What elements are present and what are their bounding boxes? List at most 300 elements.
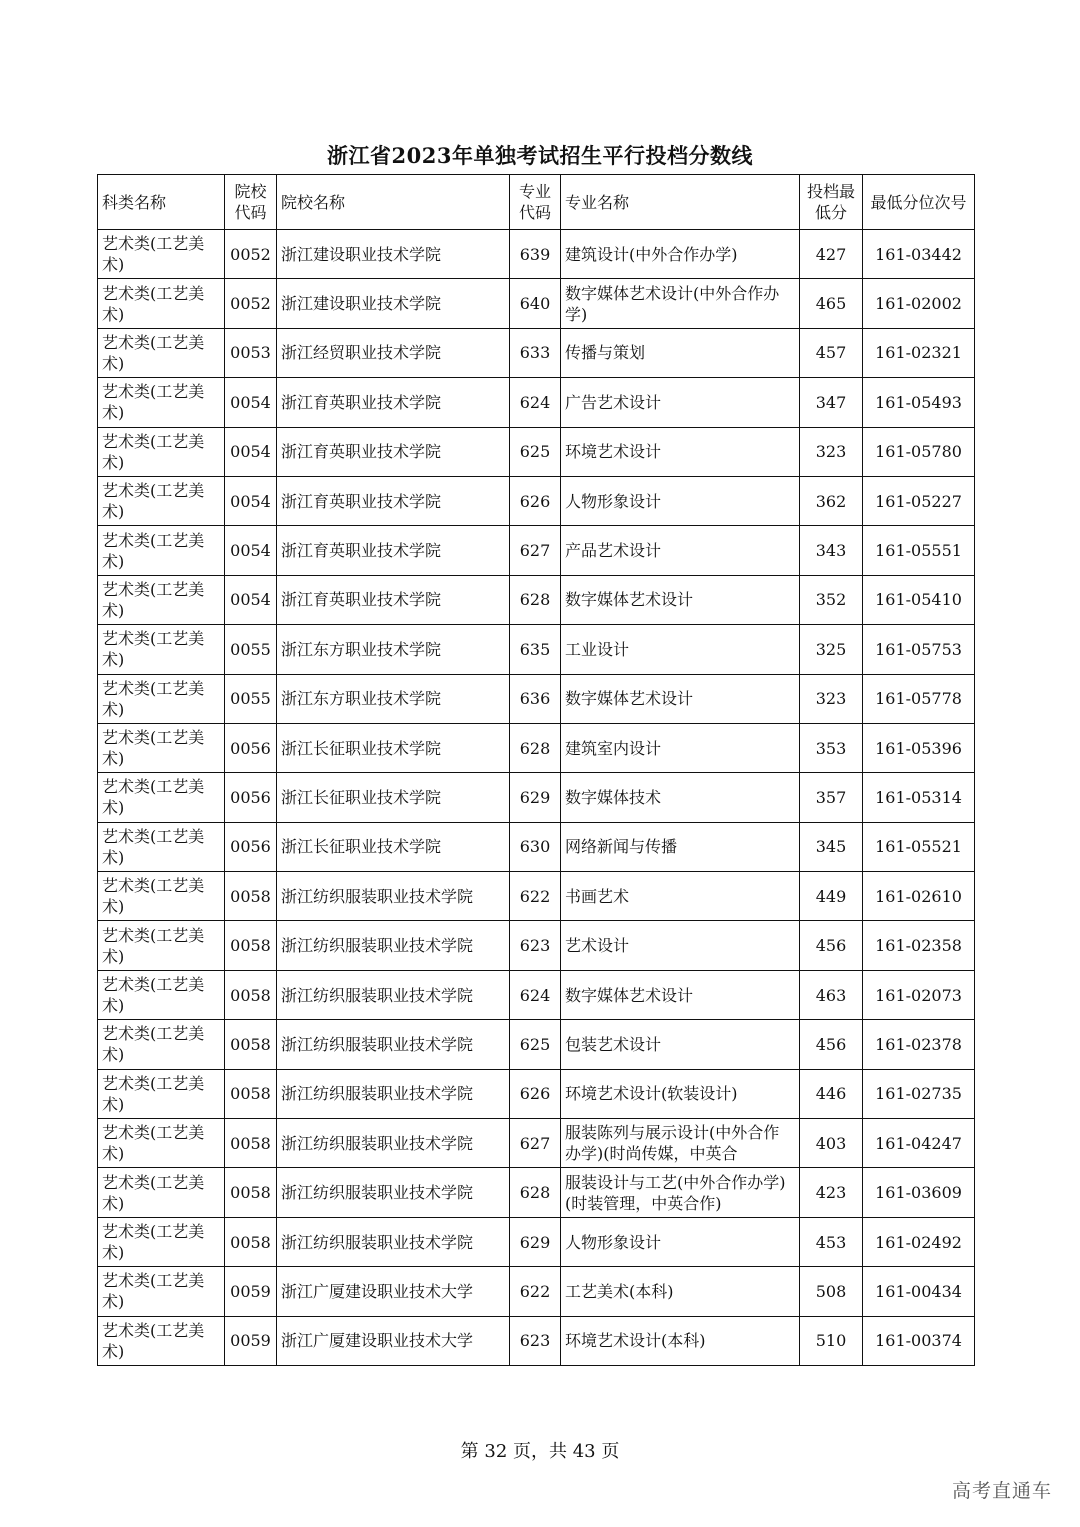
cell-min-rank-text: 161-02073 <box>875 985 962 1005</box>
cell-category <box>98 1119 225 1168</box>
cell-school-name-text: 浙江育英职业技术学院 <box>281 590 442 610</box>
cell-school-name-text: 浙江长征职业技术学院 <box>281 787 442 807</box>
cell-min-score-text: 456 <box>815 1034 847 1054</box>
cell-major-name <box>561 1119 800 1168</box>
cell-min-score-text: 357 <box>815 787 847 807</box>
cell-min-rank-text: 161-05396 <box>875 738 962 758</box>
cell-min-rank <box>863 1217 975 1266</box>
cell-school-name <box>277 1119 510 1168</box>
cell-min-rank-text: 161-05521 <box>875 837 962 857</box>
cell-major-code-text: 630 <box>519 837 551 857</box>
cell-min-rank-text: 161-05778 <box>875 689 962 709</box>
table-body <box>98 230 975 1366</box>
table-row <box>98 279 975 328</box>
cell-min-rank <box>863 230 975 279</box>
cell-major-code <box>510 1020 561 1069</box>
cell-school-code-text: 0056 <box>230 837 271 857</box>
cell-category-text: 艺术类(工艺美术) <box>102 1320 205 1361</box>
cell-min-score <box>800 921 863 970</box>
cell-min-rank-text: 161-04247 <box>875 1133 962 1153</box>
cell-major-code <box>510 773 561 822</box>
cell-min-score <box>800 625 863 674</box>
cell-min-rank <box>863 674 975 723</box>
cell-min-rank <box>863 1020 975 1069</box>
cell-major-name <box>561 1069 800 1118</box>
cell-major-code-text: 622 <box>519 886 551 906</box>
cell-school-name-text: 浙江东方职业技术学院 <box>281 639 442 659</box>
cell-major-code-text: 623 <box>519 1331 551 1351</box>
cell-major-name-text: 数字媒体艺术设计(中外合作办学) <box>565 283 780 324</box>
table-header-row <box>98 175 975 230</box>
table-row <box>98 230 975 279</box>
cell-major-name <box>561 674 800 723</box>
cell-school-code <box>225 279 277 328</box>
cell-major-name-text: 包装艺术设计 <box>565 1034 662 1054</box>
cell-min-rank <box>863 378 975 427</box>
cell-min-rank <box>863 526 975 575</box>
cell-major-name <box>561 970 800 1019</box>
cell-category-text: 艺术类(工艺美术) <box>102 332 205 373</box>
cell-major-code-text: 640 <box>519 294 551 314</box>
cell-min-score-text: 427 <box>815 244 847 264</box>
cell-min-score <box>800 872 863 921</box>
cell-category-text: 艺术类(工艺美术) <box>102 1123 205 1164</box>
cell-major-code-text: 625 <box>519 442 551 462</box>
cell-school-name-text: 浙江纺织服装职业技术学院 <box>281 886 474 906</box>
cell-school-name <box>277 378 510 427</box>
header-major-name: 专业名称 <box>561 175 800 230</box>
cell-min-score <box>800 1217 863 1266</box>
cell-school-code-text: 0054 <box>230 392 271 412</box>
cell-major-name <box>561 1020 800 1069</box>
table-row <box>98 872 975 921</box>
cell-min-score <box>800 970 863 1019</box>
cell-school-code-text: 0052 <box>230 244 271 264</box>
cell-major-name-text: 人物形象设计 <box>565 1232 662 1252</box>
cell-major-code <box>510 872 561 921</box>
cell-min-score <box>800 1168 863 1217</box>
cell-school-code-text: 0058 <box>230 1034 271 1054</box>
cell-school-name-text: 浙江纺织服装职业技术学院 <box>281 1084 474 1104</box>
cell-major-name-text: 数字媒体技术 <box>565 787 662 807</box>
cell-major-name <box>561 575 800 624</box>
cell-min-rank <box>863 822 975 871</box>
cell-school-name-text: 浙江经贸职业技术学院 <box>281 343 442 363</box>
cell-category <box>98 674 225 723</box>
cell-min-score-text: 508 <box>815 1281 847 1301</box>
cell-major-name-text: 广告艺术设计 <box>565 392 662 412</box>
cell-school-name <box>277 921 510 970</box>
cell-major-code-text: 627 <box>519 541 551 561</box>
cell-school-name-text: 浙江长征职业技术学院 <box>281 738 442 758</box>
cell-major-name <box>561 230 800 279</box>
cell-category-text: 艺术类(工艺美术) <box>102 431 205 472</box>
cell-major-code-text: 624 <box>519 392 551 412</box>
cell-category <box>98 427 225 476</box>
cell-min-rank <box>863 1119 975 1168</box>
table-row <box>98 773 975 822</box>
table-row <box>98 378 975 427</box>
cell-min-score <box>800 526 863 575</box>
cell-major-code-text: 628 <box>519 590 551 610</box>
cell-school-code <box>225 773 277 822</box>
cell-school-name <box>277 1020 510 1069</box>
cell-min-score-text: 423 <box>815 1183 847 1203</box>
cell-major-code <box>510 1267 561 1316</box>
cell-major-name-text: 人物形象设计 <box>565 491 662 511</box>
cell-min-score <box>800 328 863 377</box>
cell-school-code-text: 0054 <box>230 590 271 610</box>
cell-major-name <box>561 378 800 427</box>
cell-category <box>98 328 225 377</box>
cell-category-text: 艺术类(工艺美术) <box>102 382 205 423</box>
cell-min-score <box>800 1020 863 1069</box>
cell-school-code-text: 0058 <box>230 1183 271 1203</box>
cell-major-name-text: 环境艺术设计(软装设计) <box>565 1084 738 1104</box>
cell-min-score-text: 343 <box>815 541 847 561</box>
cell-school-code <box>225 872 277 921</box>
cell-school-code <box>225 822 277 871</box>
cell-school-code-text: 0055 <box>230 689 271 709</box>
cell-major-code-text: 629 <box>519 1232 551 1252</box>
cell-min-score-text: 456 <box>815 936 847 956</box>
cell-major-code-text: 628 <box>519 1183 551 1203</box>
cell-category-text: 艺术类(工艺美术) <box>102 777 205 818</box>
table-row <box>98 921 975 970</box>
cell-min-score-text: 345 <box>815 837 847 857</box>
cell-category-text: 艺术类(工艺美术) <box>102 234 205 275</box>
cell-major-name <box>561 921 800 970</box>
cell-min-score-text: 510 <box>815 1331 847 1351</box>
cell-school-code-text: 0058 <box>230 985 271 1005</box>
cell-min-rank <box>863 476 975 525</box>
cell-min-score-text: 325 <box>815 639 847 659</box>
cell-min-rank <box>863 625 975 674</box>
watermark: 高考直通车 <box>951 1480 1052 1502</box>
cell-min-rank-text: 161-02610 <box>875 886 962 906</box>
cell-school-code-text: 0052 <box>230 294 271 314</box>
cell-min-rank-text: 161-05227 <box>875 491 962 511</box>
cell-major-code <box>510 723 561 772</box>
cell-category <box>98 230 225 279</box>
cell-school-name-text: 浙江纺织服装职业技术学院 <box>281 936 474 956</box>
cell-school-code <box>225 378 277 427</box>
cell-school-name <box>277 230 510 279</box>
cell-category <box>98 723 225 772</box>
cell-min-rank-text: 161-02321 <box>875 343 962 363</box>
cell-min-rank-text: 161-02492 <box>875 1232 962 1252</box>
cell-category <box>98 1217 225 1266</box>
table-row <box>98 1069 975 1118</box>
cell-school-name-text: 浙江纺织服装职业技术学院 <box>281 1034 474 1054</box>
cell-major-name <box>561 723 800 772</box>
cell-category <box>98 1316 225 1365</box>
cell-major-code <box>510 921 561 970</box>
cell-min-rank-text: 161-03442 <box>875 244 962 264</box>
cell-category-text: 艺术类(工艺美术) <box>102 530 205 571</box>
cell-category <box>98 822 225 871</box>
cell-min-rank <box>863 575 975 624</box>
cell-school-name-text: 浙江育英职业技术学院 <box>281 541 442 561</box>
table-row <box>98 1168 975 1217</box>
table-row <box>98 328 975 377</box>
table-row <box>98 476 975 525</box>
cell-category <box>98 1267 225 1316</box>
cell-category <box>98 279 225 328</box>
cell-min-score-text: 353 <box>815 738 847 758</box>
cell-major-code-text: 639 <box>519 244 551 264</box>
cell-school-code-text: 0056 <box>230 738 271 758</box>
cell-school-name <box>277 279 510 328</box>
cell-category <box>98 575 225 624</box>
cell-major-name <box>561 1217 800 1266</box>
cell-school-name <box>277 328 510 377</box>
cell-major-code-text: 628 <box>519 738 551 758</box>
cell-category-text: 艺术类(工艺美术) <box>102 925 205 966</box>
table-row <box>98 526 975 575</box>
cell-school-code-text: 0059 <box>230 1281 271 1301</box>
cell-school-name <box>277 822 510 871</box>
table-row <box>98 674 975 723</box>
cell-min-score <box>800 575 863 624</box>
cell-min-score <box>800 427 863 476</box>
cell-min-rank <box>863 427 975 476</box>
table-row <box>98 822 975 871</box>
cell-school-name <box>277 575 510 624</box>
cell-major-code <box>510 822 561 871</box>
cell-min-score <box>800 1069 863 1118</box>
cell-min-score <box>800 378 863 427</box>
cell-major-name-text: 网络新闻与传播 <box>565 837 678 857</box>
cell-category-text: 艺术类(工艺美术) <box>102 1172 205 1213</box>
cell-min-score-text: 446 <box>815 1084 847 1104</box>
cell-major-code-text: 626 <box>519 1084 551 1104</box>
table-row <box>98 723 975 772</box>
cell-school-code-text: 0054 <box>230 541 271 561</box>
cell-school-name <box>277 674 510 723</box>
cell-school-code <box>225 328 277 377</box>
cell-school-name-text: 浙江育英职业技术学院 <box>281 442 442 462</box>
cell-major-code <box>510 378 561 427</box>
cell-category-text: 艺术类(工艺美术) <box>102 1271 205 1312</box>
cell-category-text: 艺术类(工艺美术) <box>102 975 205 1016</box>
cell-category-text: 艺术类(工艺美术) <box>102 1024 205 1065</box>
cell-school-code-text: 0058 <box>230 1133 271 1153</box>
cell-category-text: 艺术类(工艺美术) <box>102 826 205 867</box>
cell-category-text: 艺术类(工艺美术) <box>102 481 205 522</box>
cell-category-text: 艺术类(工艺美术) <box>102 579 205 620</box>
cell-major-code <box>510 575 561 624</box>
cell-major-code <box>510 427 561 476</box>
cell-min-score-text: 352 <box>815 590 847 610</box>
cell-major-code-text: 629 <box>519 787 551 807</box>
cell-school-code-text: 0054 <box>230 491 271 511</box>
cell-min-rank <box>863 921 975 970</box>
cell-min-rank-text: 161-05753 <box>875 639 962 659</box>
cell-major-name <box>561 625 800 674</box>
cell-min-rank <box>863 970 975 1019</box>
table-row <box>98 1267 975 1316</box>
header-school-name: 院校名称 <box>277 175 510 230</box>
cell-school-name <box>277 1069 510 1118</box>
cell-min-score <box>800 1119 863 1168</box>
cell-major-code <box>510 1217 561 1266</box>
cell-category <box>98 970 225 1019</box>
cell-min-rank-text: 161-05493 <box>875 392 962 412</box>
cell-major-code <box>510 1119 561 1168</box>
cell-major-name <box>561 1316 800 1365</box>
cell-major-code-text: 635 <box>519 639 551 659</box>
cell-category <box>98 526 225 575</box>
cell-school-code <box>225 575 277 624</box>
cell-major-code <box>510 970 561 1019</box>
cell-major-name-text: 工业设计 <box>565 639 630 659</box>
cell-school-name <box>277 970 510 1019</box>
cell-school-name-text: 浙江东方职业技术学院 <box>281 689 442 709</box>
cell-min-score-text: 323 <box>815 442 847 462</box>
cell-major-name-text: 数字媒体艺术设计 <box>565 590 694 610</box>
cell-major-name <box>561 476 800 525</box>
cell-major-name-text: 产品艺术设计 <box>565 541 662 561</box>
cell-school-name-text: 浙江广厦建设职业技术大学 <box>281 1331 474 1351</box>
cell-major-code <box>510 526 561 575</box>
cell-min-rank-text: 161-02735 <box>875 1084 962 1104</box>
cell-major-name <box>561 822 800 871</box>
header-major-code: 专业代码 <box>510 175 561 230</box>
cell-school-name-text: 浙江广厦建设职业技术大学 <box>281 1281 474 1301</box>
cell-school-code <box>225 1267 277 1316</box>
page-title: 浙江省2023年单独考试招生平行投档分数线 <box>327 143 753 168</box>
table-row <box>98 575 975 624</box>
cell-school-name <box>277 1168 510 1217</box>
cell-major-code-text: 625 <box>519 1034 551 1054</box>
cell-min-rank-text: 161-03609 <box>875 1183 962 1203</box>
cell-min-score <box>800 230 863 279</box>
header-category: 科类名称 <box>98 175 225 230</box>
cell-school-code-text: 0058 <box>230 1084 271 1104</box>
cell-major-code-text: 627 <box>519 1133 551 1153</box>
cell-min-score-text: 403 <box>815 1133 847 1153</box>
cell-major-name-text: 数字媒体艺术设计 <box>565 689 694 709</box>
cell-category <box>98 921 225 970</box>
cell-school-name <box>277 872 510 921</box>
cell-min-rank-text: 161-05314 <box>875 787 962 807</box>
cell-category <box>98 1020 225 1069</box>
cell-major-name-text: 建筑室内设计 <box>565 738 662 758</box>
cell-major-code-text: 624 <box>519 985 551 1005</box>
table-row <box>98 1217 975 1266</box>
cell-major-name-text: 建筑设计(中外合作办学) <box>565 244 738 264</box>
cell-min-rank <box>863 1168 975 1217</box>
cell-major-code-text: 626 <box>519 491 551 511</box>
cell-min-score <box>800 279 863 328</box>
cell-min-rank-text: 161-00374 <box>875 1331 962 1351</box>
cell-min-score-text: 362 <box>815 491 847 511</box>
cell-major-code <box>510 1168 561 1217</box>
cell-school-name-text: 浙江育英职业技术学院 <box>281 392 442 412</box>
cell-school-code <box>225 723 277 772</box>
cell-major-name-text: 服装陈列与展示设计(中外合作办学)(时尚传媒，中英合 <box>565 1123 780 1164</box>
page-footer: 第 32 页，共 43 页 <box>460 1441 620 1462</box>
cell-min-score <box>800 1316 863 1365</box>
cell-school-code <box>225 427 277 476</box>
cell-school-code <box>225 1316 277 1365</box>
cell-school-code-text: 0058 <box>230 1232 271 1252</box>
cell-min-rank-text: 161-00434 <box>875 1281 962 1301</box>
cell-school-code-text: 0059 <box>230 1331 271 1351</box>
cell-min-rank <box>863 279 975 328</box>
cell-min-score-text: 457 <box>815 343 847 363</box>
cell-school-code <box>225 1020 277 1069</box>
cell-school-name-text: 浙江纺织服装职业技术学院 <box>281 1183 474 1203</box>
cell-school-code <box>225 1168 277 1217</box>
cell-min-score-text: 323 <box>815 689 847 709</box>
cell-school-code <box>225 230 277 279</box>
cell-school-code <box>225 1119 277 1168</box>
cell-min-score <box>800 773 863 822</box>
cell-min-score <box>800 674 863 723</box>
cell-min-rank-text: 161-05410 <box>875 590 962 610</box>
header-min-rank: 最低分位次号 <box>863 175 975 230</box>
cell-school-name <box>277 427 510 476</box>
cell-min-rank-text: 161-02358 <box>875 936 962 956</box>
cell-school-code-text: 0055 <box>230 639 271 659</box>
cell-school-code-text: 0058 <box>230 886 271 906</box>
table-row <box>98 970 975 1019</box>
cell-school-code <box>225 1217 277 1266</box>
cell-category-text: 艺术类(工艺美术) <box>102 876 205 917</box>
cell-min-rank <box>863 1316 975 1365</box>
cell-major-name <box>561 328 800 377</box>
cell-category-text: 艺术类(工艺美术) <box>102 283 205 324</box>
cell-major-name-text: 传播与策划 <box>565 343 646 363</box>
header-min-score: 投档最低分 <box>800 175 863 230</box>
cell-min-score <box>800 1267 863 1316</box>
cell-school-code <box>225 1069 277 1118</box>
cell-major-code <box>510 625 561 674</box>
cell-category-text: 艺术类(工艺美术) <box>102 728 205 769</box>
cell-major-name <box>561 773 800 822</box>
header-school-code: 院校代码 <box>225 175 277 230</box>
cell-category-text: 艺术类(工艺美术) <box>102 678 205 719</box>
cell-major-name-text: 环境艺术设计(本科) <box>565 1331 706 1351</box>
cell-school-name <box>277 625 510 674</box>
cell-min-score-text: 453 <box>815 1232 847 1252</box>
cell-category-text: 艺术类(工艺美术) <box>102 1073 205 1114</box>
cell-school-name <box>277 1316 510 1365</box>
cell-school-code <box>225 921 277 970</box>
cell-major-code-text: 622 <box>519 1281 551 1301</box>
cell-school-name <box>277 1217 510 1266</box>
cell-min-score <box>800 476 863 525</box>
cell-min-score-text: 463 <box>815 985 847 1005</box>
cell-major-code <box>510 230 561 279</box>
cell-major-name <box>561 1168 800 1217</box>
cell-school-code-text: 0058 <box>230 936 271 956</box>
cell-major-name <box>561 872 800 921</box>
cell-min-rank <box>863 1069 975 1118</box>
cell-min-rank <box>863 773 975 822</box>
cell-school-code <box>225 674 277 723</box>
cell-category <box>98 476 225 525</box>
cell-major-name-text: 书画艺术 <box>565 886 630 906</box>
cell-major-code-text: 636 <box>519 689 551 709</box>
cell-major-code-text: 623 <box>519 936 551 956</box>
table-row <box>98 1119 975 1168</box>
cell-school-code <box>225 526 277 575</box>
cell-school-name <box>277 526 510 575</box>
cell-major-name-text: 艺术设计 <box>565 936 630 956</box>
